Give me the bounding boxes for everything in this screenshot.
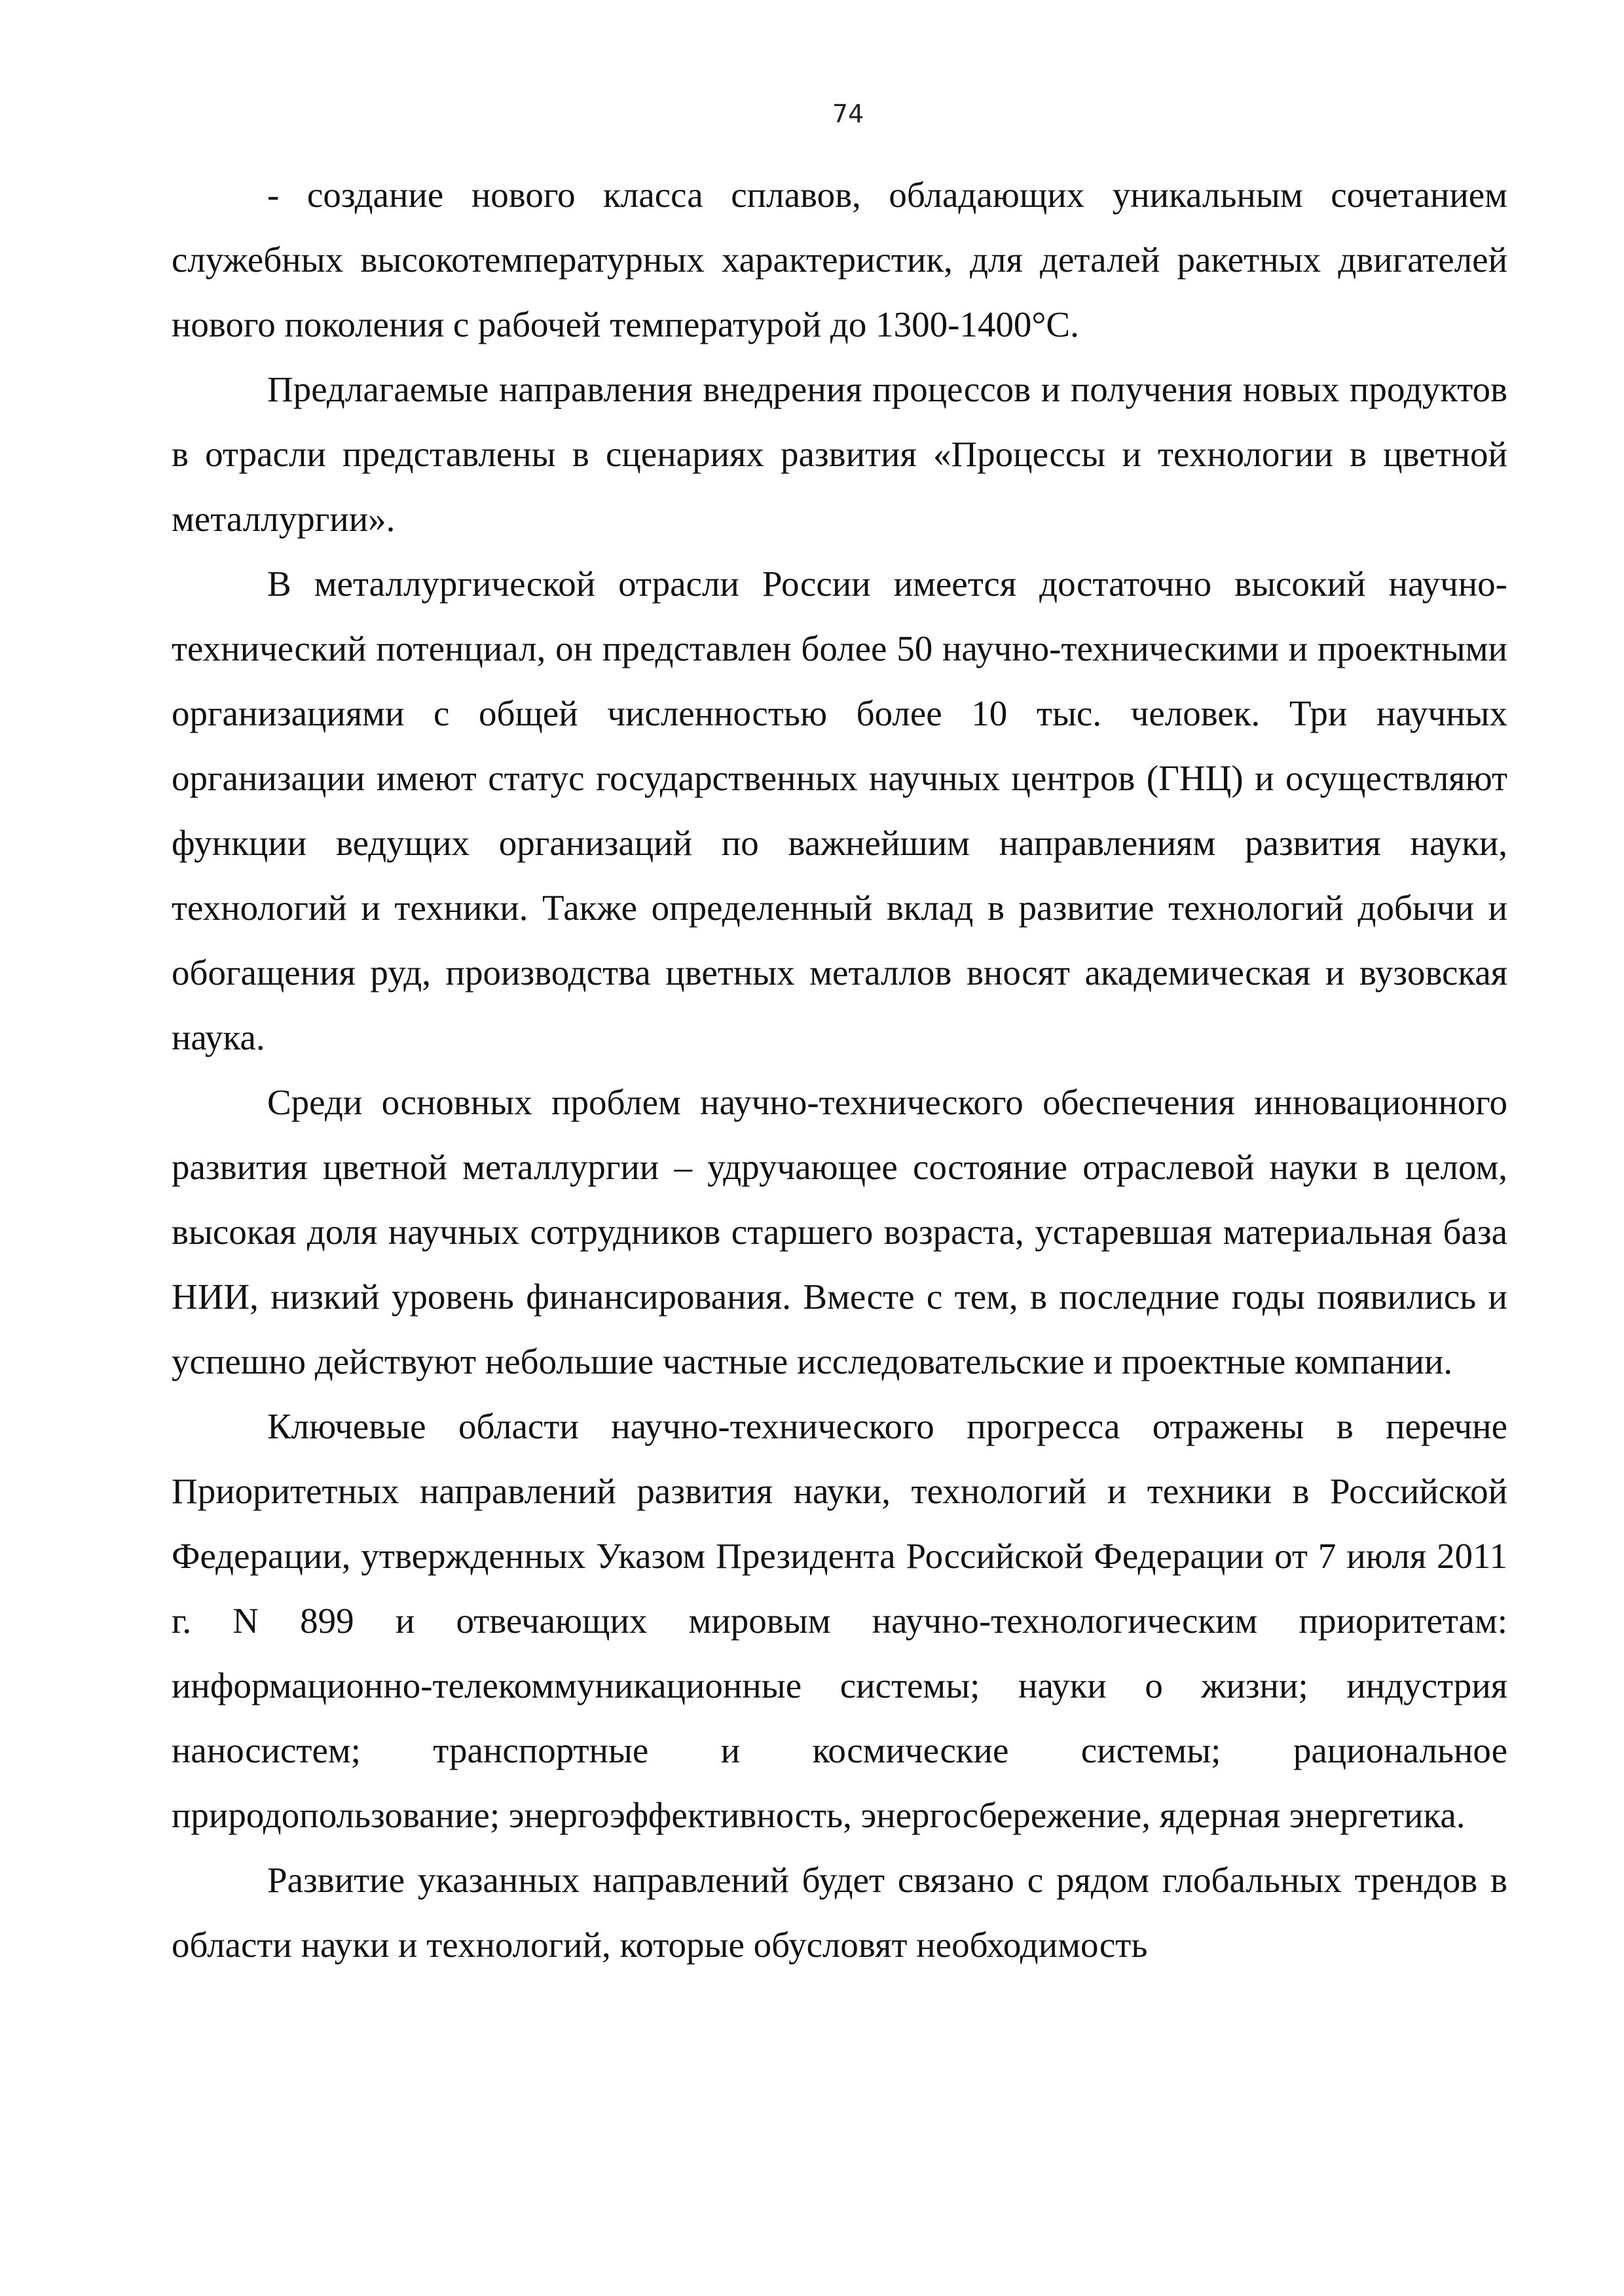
paragraph-global-trends: Развитие указанных направлений будет связано с рядом глобальных трендов в области науки и технологий, которые обусловят необходимость <box>172 1860 1507 1965</box>
paragraph-alloys: - создание нового класса сплавов, обладающих уникальным сочетанием служебных высокотемпературных характеристик, для деталей ракетных двигателей нового поколения с рабочей температурой до 1300-1400°С. <box>172 175 1507 344</box>
paragraph-main-problems: Среди основных проблем научно-технического обеспечения инновационного развития цветной металлургии – удручающее состояние отраслевой науки в целом, высокая доля научных сотрудников старшего возраста, устаревшая материальная база НИИ, низкий уровень финансирования. Вместе с тем, в последние годы появились и успешно действуют небольшие частные исследовательские и проектные компании. <box>172 1082 1507 1381</box>
page-number: 74 <box>832 100 864 128</box>
paragraph-key-areas: Ключевые области научно-технического прогресса отражены в перечне Приоритетных направлений развития науки, технологий и техники в Российской Федерации, утвержденных Указом Президента Российской Федерации от 7 июля 2011 г. N 899 и отвечающих мировым научно-технологическим приоритетам: информационно-телекоммуникационные системы; науки о жизни; индустрия наносистем; транспортные и космические системы; рациональное природопользование; энергоэффективность, энергосбережение, ядерная энергетика. <box>172 1406 1507 1835</box>
paragraph-proposed-directions: Предлагаемые направления внедрения процессов и получения новых продуктов в отрасли представлены в сценариях развития «Процессы и технологии в цветной металлургии». <box>172 369 1507 539</box>
paragraph-scientific-potential: В металлургической отрасли России имеется достаточно высокий научно-технический потенциал, он представлен более 50 научно-техническими и проектными организациями с общей численностью более 10 тыс. человек. Три научных организации имеют статус государственных научных центров (ГНЦ) и осуществляют функции ведущих организаций по важнейшим направлениям развития науки, технологий и техники. Также определенный вклад в развитие технологий добычи и обогащения руд, производства цветных металлов вносят академическая и вузовская наука. <box>172 564 1507 1057</box>
document-body <box>172 162 1507 1977</box>
